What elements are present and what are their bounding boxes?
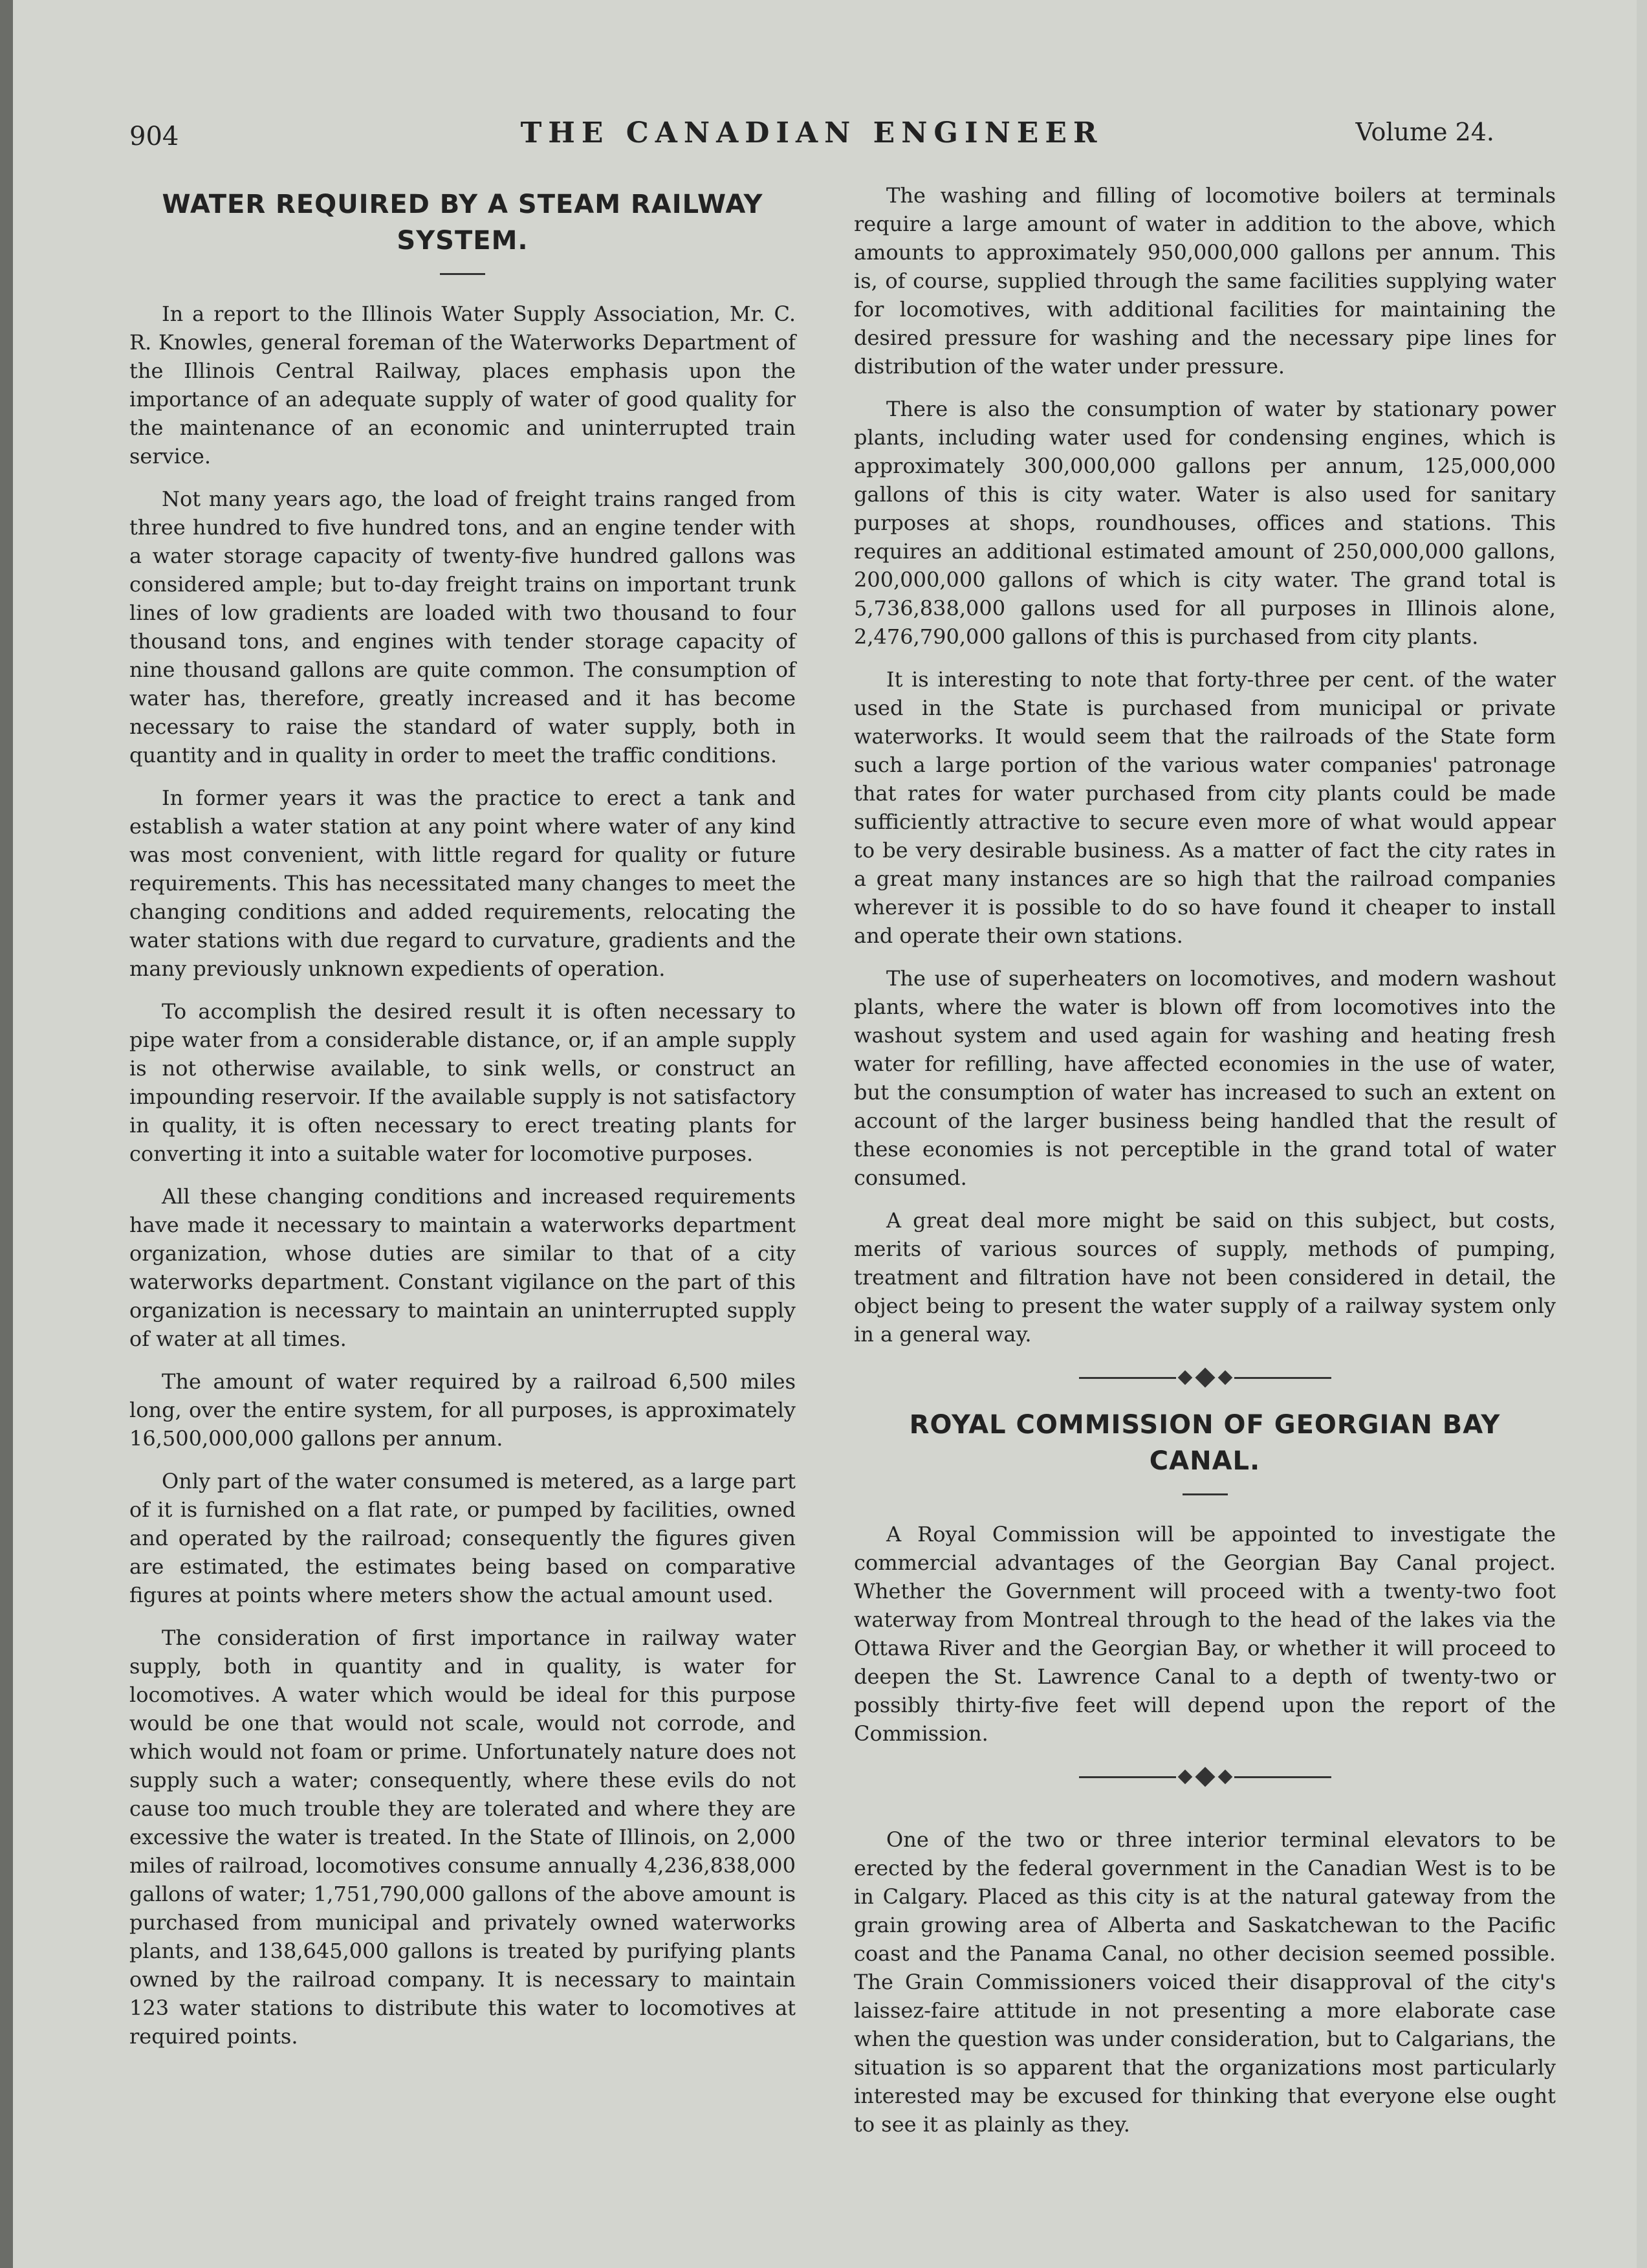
title-rule (1183, 1493, 1228, 1495)
page-number: 904 (129, 122, 179, 151)
paragraph: The washing and filling of locomotive boilers at terminals require a large amount of water in addition to the above, which amounts to approximately 950,000,000 gallons per annum. This is, of course, supplied through the same facilities supplying water for locomotives, with additional facilities for maintaining the desired pressure for washing and the necessary pipe lines for distribution of the water under pressure. (854, 183, 1556, 379)
paragraph: In former years it was the practice to erect a tank and establish a water station at any point where water of any kind was most convenient, with little regard for quality or future requirements. This has necessitated many changes to meet the changing conditions and added requirements, relocating the water stations with due regard to curvature, gradients and the many previously unknown expedients of operation. (129, 786, 796, 981)
page-edge (0, 0, 13, 2268)
paragraph: The consideration of first importance in railway water supply, both in quantity and in quality, is water for locomotives. A water which would be ideal for this purpose would be one that would not scale, would not corrode, and which would not foam or prime. Unfortunately nature does not supply such a water; consequently, where these evils do not cause too much trouble they are tolerated and where they are excessive the water is treated. In the State of Illinois, on 2,000 miles of railroad, locomotives consume annually 4,236,838,000 gallons of water; 1,751,790,000 gallons of the above amount is purchased from municipal and privately owned waterworks plants, and 138,645,000 gallons is treated by purifying plants owned by the railroad company. It is necessary to maintain 123 water stations to distribute this water to locomotives at required points. (129, 1625, 796, 2049)
article-title-georgian-bay: ROYAL COMMISSION OF GEORGIAN BAY CANAL. (909, 1410, 1501, 1476)
document-page (13, 0, 1637, 2268)
volume-label: Volume 24. (1355, 118, 1494, 146)
section-ornament (854, 1371, 1556, 1385)
paragraph: The amount of water required by a railroad 6,500 miles long, over the entire system, for all purposes, is approximately 16,500,000,000 gallons per annum. (129, 1369, 796, 1451)
paragraph: All these changing conditions and increased requirements have made it necessary to maintain a waterworks department organization, whose duties are similar to that of a city waterworks department. Constant vigilance on the part of this organization is necessary to maintain an uninterrupted supply of water at all times. (129, 1184, 796, 1351)
page-header (129, 110, 1494, 162)
article-title-water: WATER REQUIRED BY A STEAM RAILWAY SYSTEM. (162, 190, 763, 256)
title-rule (440, 273, 485, 275)
paragraph: There is also the consumption of water by stationary power plants, including water used for condensing engines, which is approximately 300,000,000 gallons per annum, 125,000,000 gallons of this is city water. Water is also used for sanitary purposes at shops, roundhouses, offices and stations. This requires an additional estimated amount of 250,000,000 gallons, 200,000,000 gallons of which is city water. The grand total is 5,736,838,000 gallons used for all purposes in Illinois alone, 2,476,790,000 gallons of this is purchased from city plants. (854, 397, 1556, 649)
paragraph: A great deal more might be said on this subject, but costs, merits of various sources of supply, methods of pumping, treatment and filtration have not been considered in detail, the object being to present the water supply of a railway system only in a general way. (854, 1208, 1556, 1347)
paragraph: Not many years ago, the load of freight trains ranged from three hundred to five hundred tons, and an engine tender with a water storage capacity of twenty-five hundred gallons was considered ample; but to-day freight trains on important trunk lines of low gradients are loaded with two thousand to four thousand tons, and engines with tender storage capacity of nine thousand gallons are quite common. The consumption of water has, therefore, greatly increased and it has become necessary to raise the standard of water supply, both in quantity and in quality in order to meet the traffic conditions. (129, 487, 796, 767)
paragraph: It is interesting to note that forty-three per cent. of the water used in the State is purchased from municipal or private waterworks. It would seem that the railroads of the State form such a large portion of the various water companies' patronage that rates for water purchased from city plants could be made sufficiently attractive to secure even more of what would appear to be very desirable business. As a matter of fact the city rates in a great many instances are so high that the railroad companies wherever it is possible to do so have found it cheaper to install and operate their own stations. (854, 667, 1556, 948)
journal-title: THE CANADIAN ENGINEER (520, 116, 1104, 149)
left-column (129, 181, 796, 2065)
paragraph: In a report to the Illinois Water Supply Association, Mr. C. R. Knowles, general foreman of the Waterworks Department of the Illinois Central Railway, places emphasis upon the importance of an adequate supply of water of good quality for the maintenance of an economic and uninterrupted train service. (129, 302, 796, 468)
paragraph: Only part of the water consumed is metered, as a large part of it is furnished on a flat rate, or pumped by facilities, owned and operated by the railroad; consequently the figures given are estimated, the estimates being based on comparative figures at points where meters show the actual amount used. (129, 1469, 796, 1607)
section-ornament (854, 1770, 1556, 1784)
paragraph: One of the two or three interior terminal elevators to be erected by the federal government in the Canadian West is to be in Calgary. Placed as this city is at the natural gateway from the grain growing area of Alberta and Saskatchewan to the Pacific coast and the Panama Canal, no other decision seemed possible. The Grain Commissioners voiced their disapproval of the city's laissez-faire attitude in not presenting a more elaborate case when the question was under consideration, but to Calgarians, the situation is so apparent that the organizations most particularly interested may be excused for thinking that everyone else ought to see it as plainly as they. (854, 1827, 1556, 2137)
paragraph: To accomplish the desired result it is often necessary to pipe water from a considerable distance, or, if an ample supply is not otherwise available, to sink wells, or construct an impounding reservoir. If the available supply is not satisfactory in quality, it is often necessary to erect treating plants for converting it into a suitable water for locomotive purposes. (129, 999, 796, 1166)
paragraph: A Royal Commission will be appointed to investigate the commercial advantages of the Georgian Bay Canal project. Whether the Government will proceed with a twenty-two foot waterway from Montreal through to the head of the lakes via the Ottawa River and the Georgian Bay, or whether it will proceed to deepen the St. Lawrence Canal to a depth of twenty-two or possibly thirty-five feet will depend upon the report of the Commission. (854, 1522, 1556, 1746)
right-column (854, 181, 1556, 2153)
paragraph: The use of superheaters on locomotives, and modern washout plants, where the water is blown off from locomotives into the washout system and used again for washing and heating fresh water for refilling, have affected economies in the use of water, but the consumption of water has increased to such an extent on account of the larger business being handled that the result of these economies is not perceptible in the grand total of water consumed. (854, 966, 1556, 1190)
